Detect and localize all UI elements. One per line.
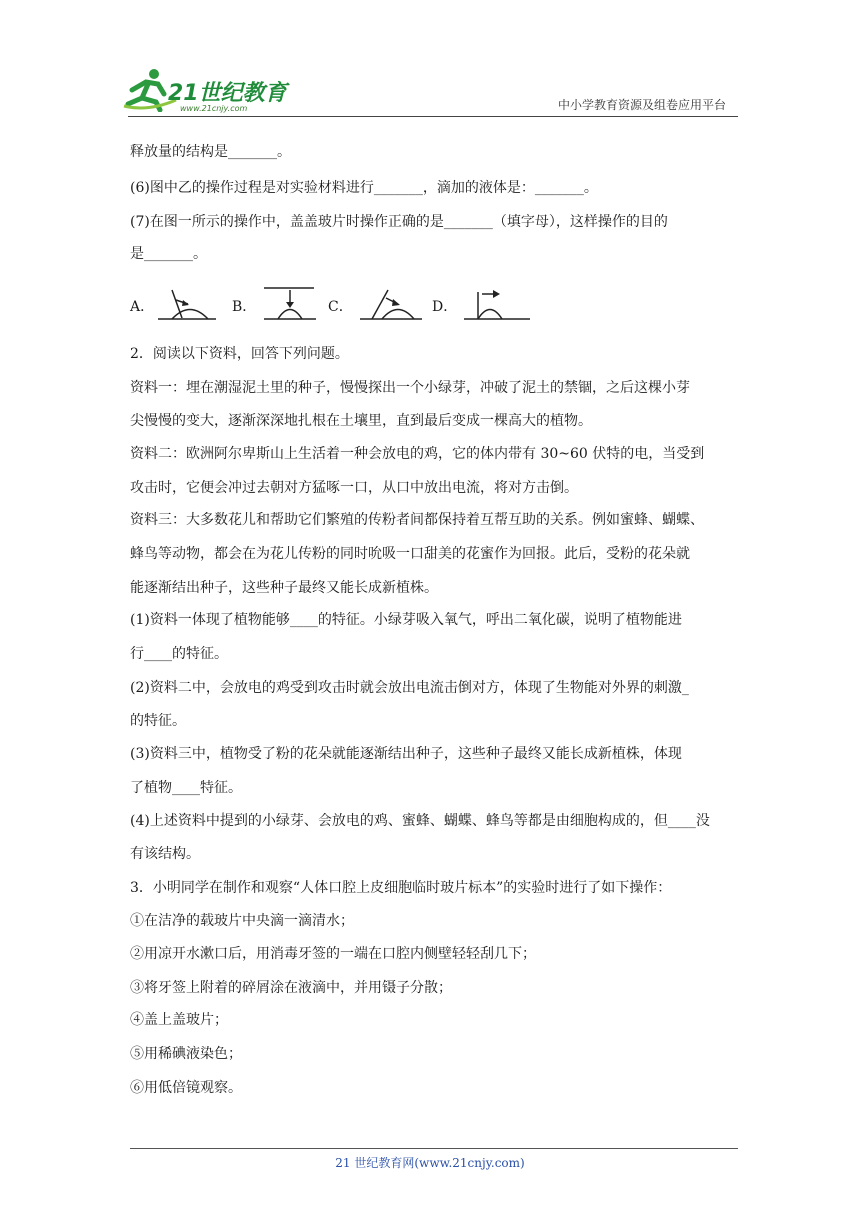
text-line: 资料三：大多数花儿和帮助它们繁殖的传粉者间都保持着互帮互助的关系。例如蜜蜂、蝴蝶、 [130, 512, 704, 528]
text-line: 行____的特征。 [130, 646, 228, 662]
logo-url: www.21cnjy.com [180, 104, 248, 113]
text-line: 3．小明同学在制作和观察“人体口腔上皮细胞临时玻片标本”的实验时进行了如下操作： [130, 880, 672, 896]
text-line: (3)资料三中，植物受了粉的花朵就能逐渐结出种子，这些种子最终又能长成新植株，体现 [130, 746, 682, 762]
option-b-label: B． [232, 299, 257, 315]
site-logo [118, 66, 298, 112]
option-c-figure [358, 286, 424, 322]
option-c-label: C． [328, 299, 353, 315]
page-header [118, 62, 738, 122]
option-d-label: D． [432, 299, 458, 315]
text-line: 有该结构。 [130, 846, 200, 862]
text-line: 尖慢慢的变大，逐渐深深地扎根在土壤里，直到最后变成一棵高大的植物。 [130, 413, 592, 429]
answer-options [130, 286, 730, 326]
text-line: (2)资料二中，会放电的鸡受到攻击时就会放出电流击倒对方，体现了生物能对外界的刺激_ [130, 680, 689, 696]
option-b-figure [260, 286, 318, 322]
footer-divider [130, 1148, 738, 1149]
text-line: ②用凉开水漱口后，用消毒牙签的一端在口腔内侧壁轻轻刮几下； [130, 946, 536, 962]
option-a-figure [156, 286, 216, 322]
option-d-figure [460, 286, 532, 322]
text-line: (7)在图一所示的操作中，盖盖玻片时操作正确的是_______（填字母），这样操作的目的 [130, 214, 668, 230]
text-line: 能逐渐结出种子，这些种子最终又能长成新植株。 [130, 580, 438, 596]
text-line: ③将牙签上附着的碎屑涂在液滴中，并用镊子分散； [130, 980, 452, 996]
text-line: 释放量的结构是_______。 [130, 144, 291, 160]
logo-text: 21世纪教育 [168, 81, 287, 106]
text-line: 资料一：埋在潮湿泥土里的种子，慢慢探出一个小绿芽，冲破了泥土的禁锢，之后这棵小芽 [130, 380, 690, 396]
text-line: ⑤用稀碘液染色； [130, 1046, 242, 1062]
text-line: 资料二：欧洲阿尔卑斯山上生活着一种会放电的鸡，它的体内带有 30~60 伏特的电，当受到 [130, 446, 705, 462]
text-line: (1)资料一体现了植物能够____的特征。小绿芽吸入氧气，呼出二氧化碳，说明了植物能进 [130, 612, 682, 628]
text-line: 是_______。 [130, 246, 207, 262]
text-line: (4)上述资料中提到的小绿芽、会放电的鸡、蜜蜂、蝴蝶、蜂鸟等都是由细胞构成的，但____没 [130, 813, 710, 829]
header-divider [128, 116, 738, 117]
text-line: ⑥用低倍镜观察。 [130, 1080, 242, 1096]
text-line: 的特征。 [130, 713, 186, 729]
text-line: 蜂鸟等动物，都会在为花儿传粉的同时吮吸一口甜美的花蜜作为回报。此后，受粉的花朵就 [130, 546, 690, 562]
text-line: ①在洁净的载玻片中央滴一滴清水； [130, 913, 354, 929]
page-footer: 21 世纪教育网(www.21cnjy.com) [335, 1156, 525, 1170]
text-line: ④盖上盖玻片； [130, 1012, 228, 1028]
text-line: (6)图中乙的操作过程是对实验材料进行_______，滴加的液体是：_______。 [130, 180, 598, 196]
text-line: 了植物____特征。 [130, 780, 242, 796]
platform-tagline: 中小学教育资源及组卷应用平台 [557, 98, 726, 112]
text-line: 2．阅读以下资料，回答下列问题。 [130, 346, 349, 362]
text-line: 攻击时，它便会冲过去朝对方猛啄一口，从口中放出电流，将对方击倒。 [130, 480, 578, 496]
option-a-label: A． [130, 299, 155, 315]
